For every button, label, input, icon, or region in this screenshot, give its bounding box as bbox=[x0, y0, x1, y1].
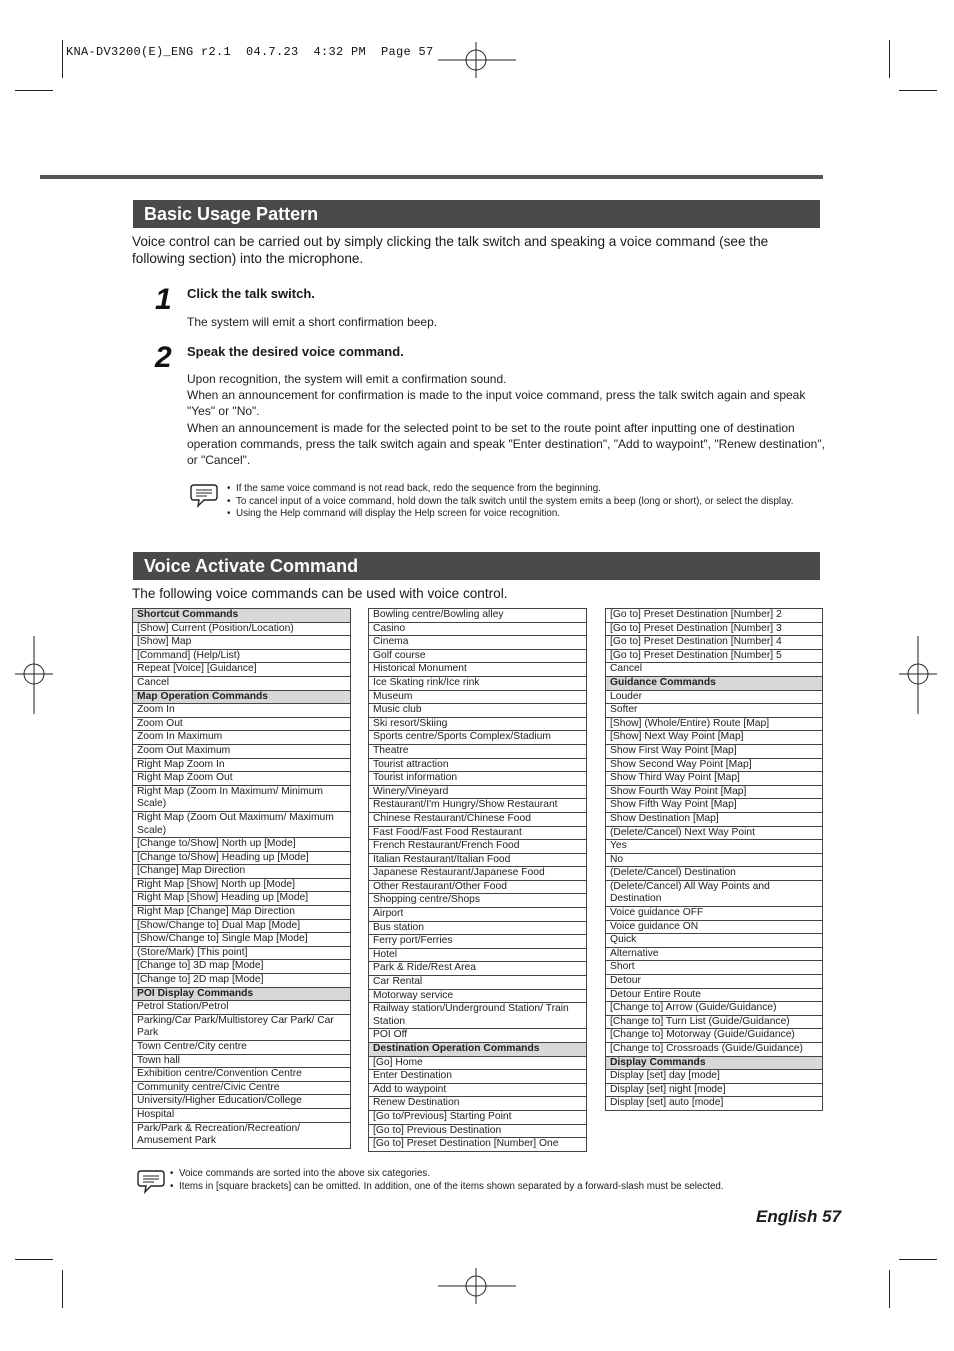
command-row bbox=[606, 975, 823, 989]
command-table-column-1 bbox=[132, 608, 351, 1149]
command-row bbox=[133, 974, 351, 988]
command-category: POI Display Commands bbox=[133, 987, 351, 1001]
command-row bbox=[133, 1122, 351, 1148]
command-row bbox=[133, 663, 351, 677]
registration-mark-bottom-icon bbox=[438, 1268, 516, 1304]
command-text: [Change to] 2D map [Mode] bbox=[133, 974, 351, 988]
command-row bbox=[606, 947, 823, 961]
command-row bbox=[369, 690, 587, 704]
command-row bbox=[606, 690, 823, 704]
step-body-2-line: Upon recognition, the system will emit a confirmation sound. bbox=[187, 372, 507, 386]
command-row bbox=[606, 853, 823, 867]
command-category-row bbox=[133, 987, 351, 1001]
command-row bbox=[133, 676, 351, 690]
command-text: Zoom In Maximum bbox=[133, 731, 351, 745]
command-text: Ferry port/Ferries bbox=[369, 935, 587, 949]
command-text: Zoom Out Maximum bbox=[133, 744, 351, 758]
command-text: Tourist information bbox=[369, 772, 587, 786]
command-text: Detour Entire Route bbox=[606, 988, 823, 1002]
command-text: Fast Food/Fast Food Restaurant bbox=[369, 826, 587, 840]
step-body-2-line: When an announcement for confirmation is made to the input voice command, press the talk switch again and speak "Yes" or "No". bbox=[187, 388, 806, 419]
command-text: Music club bbox=[369, 704, 587, 718]
command-row bbox=[606, 799, 823, 813]
command-text: Petrol Station/Petrol bbox=[133, 1001, 351, 1015]
step-body-2-line: When an announcement is made for the selected point to be set to the route point after inputting one of destination operation commands, press the talk switch again and speak "Enter destination", "Add to waypoint", "Renew destination", or "Cancel". bbox=[187, 420, 825, 468]
command-text: [Show/Change to] Single Map [Mode] bbox=[133, 933, 351, 947]
command-text: Show Third Way Point [Map] bbox=[606, 772, 823, 786]
command-text: Cancel bbox=[133, 676, 351, 690]
note-icon bbox=[136, 1168, 166, 1196]
command-text: Motorway service bbox=[369, 989, 587, 1003]
command-row bbox=[133, 1001, 351, 1015]
command-row bbox=[133, 960, 351, 974]
voice-commands-notes bbox=[170, 1168, 830, 1193]
command-text: Shopping centre/Shops bbox=[369, 894, 587, 908]
command-table-column-2 bbox=[368, 608, 587, 1152]
command-text: Italian Restaurant/Italian Food bbox=[369, 853, 587, 867]
command-category-row bbox=[606, 1056, 823, 1070]
note-icon bbox=[189, 482, 219, 510]
print-slug: KNA-DV3200(E)_ENG r2.1 04.7.23 4:32 PM Page 57 bbox=[66, 45, 434, 59]
command-row bbox=[606, 663, 823, 677]
command-text: Display [set] auto [mode] bbox=[606, 1097, 823, 1111]
command-text: [Command] (Help/List) bbox=[133, 649, 351, 663]
crop-mark bbox=[899, 90, 937, 91]
crop-mark bbox=[62, 40, 63, 78]
command-text: Show First Way Point [Map] bbox=[606, 744, 823, 758]
command-text: [Change] Map Direction bbox=[133, 865, 351, 879]
command-row bbox=[369, 1110, 587, 1124]
command-category: Map Operation Commands bbox=[133, 690, 351, 704]
command-row bbox=[369, 758, 587, 772]
command-row bbox=[606, 1083, 823, 1097]
command-text: [Show] Next Way Point [Map] bbox=[606, 731, 823, 745]
command-row bbox=[606, 772, 823, 786]
command-text: Restaurant/I'm Hungry/Show Restaurant bbox=[369, 799, 587, 813]
command-row bbox=[606, 920, 823, 934]
command-text: Right Map [Show] North up [Mode] bbox=[133, 878, 351, 892]
command-row bbox=[369, 676, 587, 690]
step-body-1-line: The system will emit a short confirmation beep. bbox=[187, 315, 438, 329]
command-text: Quick bbox=[606, 934, 823, 948]
command-text: Alternative bbox=[606, 947, 823, 961]
command-text: Ski resort/Skiing bbox=[369, 717, 587, 731]
command-row bbox=[133, 636, 351, 650]
command-text: Sports centre/Sports Complex/Stadium bbox=[369, 731, 587, 745]
command-row bbox=[369, 1138, 587, 1152]
command-text: (Delete/Cancel) All Way Points and Destination bbox=[606, 880, 823, 906]
command-text: Show Fifth Way Point [Map] bbox=[606, 799, 823, 813]
top-rule bbox=[40, 175, 823, 179]
command-text: [Go to] Preset Destination [Number] 2 bbox=[606, 609, 823, 623]
command-text: Zoom Out bbox=[133, 717, 351, 731]
command-text: Bus station bbox=[369, 921, 587, 935]
command-text: French Restaurant/French Food bbox=[369, 840, 587, 854]
command-text: University/Higher Education/College bbox=[133, 1095, 351, 1109]
command-row bbox=[369, 853, 587, 867]
command-text: Softer bbox=[606, 704, 823, 718]
command-text: Town hall bbox=[133, 1054, 351, 1068]
command-row bbox=[606, 934, 823, 948]
command-row bbox=[369, 840, 587, 854]
command-text: Show Destination [Map] bbox=[606, 812, 823, 826]
command-row bbox=[369, 744, 587, 758]
command-text: [Go to] Previous Destination bbox=[369, 1124, 587, 1138]
registration-mark-top-icon bbox=[438, 42, 516, 78]
command-row bbox=[133, 717, 351, 731]
crop-mark bbox=[62, 1270, 63, 1308]
basic-usage-intro: Voice control can be carried out by simply clicking the talk switch and speaking a voice command (see the following section) into the microphone. bbox=[132, 234, 769, 266]
page-number: English 57 bbox=[756, 1207, 842, 1226]
command-row bbox=[606, 826, 823, 840]
note-item: • To cancel input of a voice command, hold down the talk switch until the system emits a beep (long or short), or select the display. bbox=[227, 496, 817, 509]
crop-mark bbox=[889, 40, 890, 78]
command-text: Bowling centre/Bowling alley bbox=[369, 609, 587, 623]
command-text: Right Map [Change] Map Direction bbox=[133, 906, 351, 920]
command-row bbox=[133, 906, 351, 920]
command-row bbox=[133, 785, 351, 811]
command-category-row bbox=[369, 1043, 587, 1057]
command-text: [Show] Current (Position/Location) bbox=[133, 622, 351, 636]
command-row bbox=[369, 717, 587, 731]
command-row bbox=[606, 1002, 823, 1016]
command-row bbox=[133, 865, 351, 879]
command-row bbox=[369, 867, 587, 881]
step-body-1 bbox=[187, 314, 827, 330]
command-row bbox=[133, 892, 351, 906]
command-row bbox=[133, 1081, 351, 1095]
command-text: Show Second Way Point [Map] bbox=[606, 758, 823, 772]
command-row bbox=[369, 785, 587, 799]
command-category: Destination Operation Commands bbox=[369, 1043, 587, 1057]
command-text: Golf course bbox=[369, 649, 587, 663]
command-text: Parking/Car Park/Multistorey Car Park/ Car Park bbox=[133, 1014, 351, 1040]
command-text: [Go to] Preset Destination [Number] One bbox=[369, 1138, 587, 1152]
command-text: [Change to] Turn List (Guide/Guidance) bbox=[606, 1015, 823, 1029]
command-text: Community centre/Civic Centre bbox=[133, 1081, 351, 1095]
command-text: Cinema bbox=[369, 636, 587, 650]
command-row bbox=[133, 1054, 351, 1068]
command-category-row bbox=[133, 609, 351, 623]
command-text: Voice guidance OFF bbox=[606, 907, 823, 921]
step-title-1: Click the talk switch. bbox=[187, 286, 315, 301]
command-text: Park & Ride/Rest Area bbox=[369, 962, 587, 976]
command-text: [Go to/Previous] Starting Point bbox=[369, 1110, 587, 1124]
command-row bbox=[606, 636, 823, 650]
step-body-2 bbox=[187, 371, 827, 468]
command-text: [Change to/Show] Heading up [Mode] bbox=[133, 851, 351, 865]
command-row bbox=[369, 1097, 587, 1111]
command-row bbox=[369, 649, 587, 663]
command-row bbox=[369, 812, 587, 826]
command-row bbox=[606, 1043, 823, 1057]
command-row bbox=[133, 838, 351, 852]
command-category-row bbox=[133, 690, 351, 704]
command-text: [Show] Map bbox=[133, 636, 351, 650]
command-row bbox=[369, 1003, 587, 1029]
command-row bbox=[369, 1083, 587, 1097]
command-row bbox=[133, 933, 351, 947]
command-row bbox=[369, 622, 587, 636]
command-row bbox=[369, 1070, 587, 1084]
command-text: Enter Destination bbox=[369, 1070, 587, 1084]
command-text: Tourist attraction bbox=[369, 758, 587, 772]
command-text: [Change to] Crossroads (Guide/Guidance) bbox=[606, 1043, 823, 1057]
command-row bbox=[606, 758, 823, 772]
command-row bbox=[606, 1029, 823, 1043]
command-table-column-3 bbox=[605, 608, 823, 1111]
command-text: [Change to] Arrow (Guide/Guidance) bbox=[606, 1002, 823, 1016]
command-text: [Change to] 3D map [Mode] bbox=[133, 960, 351, 974]
command-row bbox=[133, 946, 351, 960]
step-number-2: 2 bbox=[155, 341, 172, 374]
command-category: Shortcut Commands bbox=[133, 609, 351, 623]
command-text: Show Fourth Way Point [Map] bbox=[606, 785, 823, 799]
command-row bbox=[369, 1029, 587, 1043]
crop-mark bbox=[899, 1259, 937, 1260]
note-item: • Using the Help command will display the Help screen for voice recognition. bbox=[227, 508, 817, 521]
command-row bbox=[369, 609, 587, 623]
registration-mark-left-icon bbox=[15, 636, 53, 714]
command-row bbox=[133, 1095, 351, 1109]
command-text: Casino bbox=[369, 622, 587, 636]
note-item: • If the same voice command is not read back, redo the sequence from the beginning. bbox=[227, 483, 817, 496]
command-row bbox=[133, 811, 351, 837]
command-text: [Go to] Preset Destination [Number] 5 bbox=[606, 649, 823, 663]
command-text: Right Map Zoom In bbox=[133, 758, 351, 772]
note-item: • Items in [square brackets] can be omitted. In addition, one of the items shown separated by a forward-slash must be selected. bbox=[170, 1181, 830, 1194]
command-row bbox=[133, 622, 351, 636]
command-text: POI Off bbox=[369, 1029, 587, 1043]
command-row bbox=[369, 731, 587, 745]
command-text: (Store/Mark) [This point] bbox=[133, 946, 351, 960]
command-text: Hotel bbox=[369, 948, 587, 962]
voice-commands-intro: The following voice commands can be used with voice control. bbox=[132, 586, 508, 601]
command-text: Right Map [Show] Heading up [Mode] bbox=[133, 892, 351, 906]
command-row bbox=[606, 1015, 823, 1029]
command-row bbox=[369, 976, 587, 990]
command-text: Add to waypoint bbox=[369, 1083, 587, 1097]
command-row bbox=[369, 989, 587, 1003]
command-row bbox=[133, 1108, 351, 1122]
command-row bbox=[369, 704, 587, 718]
command-row bbox=[369, 636, 587, 650]
command-row bbox=[369, 1124, 587, 1138]
command-row bbox=[606, 622, 823, 636]
command-row bbox=[369, 772, 587, 786]
command-row bbox=[133, 919, 351, 933]
command-row bbox=[606, 1070, 823, 1084]
command-row bbox=[369, 908, 587, 922]
command-row bbox=[606, 731, 823, 745]
command-row bbox=[133, 851, 351, 865]
command-row bbox=[133, 1014, 351, 1040]
command-row bbox=[606, 867, 823, 881]
command-text: [Go to] Preset Destination [Number] 4 bbox=[606, 636, 823, 650]
command-text: Hospital bbox=[133, 1108, 351, 1122]
crop-mark bbox=[15, 90, 53, 91]
command-text: [Change to/Show] North up [Mode] bbox=[133, 838, 351, 852]
step-title-2: Speak the desired voice command. bbox=[187, 344, 404, 359]
command-row bbox=[606, 1097, 823, 1111]
command-row bbox=[133, 1041, 351, 1055]
command-text: Historical Monument bbox=[369, 663, 587, 677]
command-text: [Show/Change to] Dual Map [Mode] bbox=[133, 919, 351, 933]
command-row bbox=[606, 717, 823, 731]
command-row bbox=[133, 758, 351, 772]
command-text: Car Rental bbox=[369, 976, 587, 990]
command-row bbox=[133, 704, 351, 718]
step-number-1: 1 bbox=[155, 283, 172, 316]
command-text: Voice guidance ON bbox=[606, 920, 823, 934]
crop-mark bbox=[15, 1259, 53, 1260]
command-row bbox=[606, 704, 823, 718]
command-text: Chinese Restaurant/Chinese Food bbox=[369, 812, 587, 826]
command-text: (Delete/Cancel) Destination bbox=[606, 867, 823, 881]
command-text: Airport bbox=[369, 908, 587, 922]
command-category: Display Commands bbox=[606, 1056, 823, 1070]
command-row bbox=[369, 894, 587, 908]
command-row bbox=[606, 649, 823, 663]
command-text: Zoom In bbox=[133, 704, 351, 718]
command-text: Right Map Zoom Out bbox=[133, 772, 351, 786]
section-title-voice-commands: Voice Activate Command bbox=[133, 552, 820, 580]
command-text: Cancel bbox=[606, 663, 823, 677]
command-text: [Go] Home bbox=[369, 1056, 587, 1070]
command-row bbox=[606, 785, 823, 799]
command-text: Other Restaurant/Other Food bbox=[369, 880, 587, 894]
command-row bbox=[369, 935, 587, 949]
command-text: Park/Park & Recreation/Recreation/ Amusement Park bbox=[133, 1122, 351, 1148]
command-row bbox=[133, 878, 351, 892]
command-row bbox=[369, 921, 587, 935]
command-text: Ice Skating rink/Ice rink bbox=[369, 676, 587, 690]
command-text: Short bbox=[606, 961, 823, 975]
command-text: Right Map (Zoom Out Maximum/ Maximum Scale) bbox=[133, 811, 351, 837]
command-text: Japanese Restaurant/Japanese Food bbox=[369, 867, 587, 881]
command-category-row bbox=[606, 676, 823, 690]
command-text: Display [set] day [mode] bbox=[606, 1070, 823, 1084]
command-row bbox=[606, 812, 823, 826]
command-text: Louder bbox=[606, 690, 823, 704]
command-text: Renew Destination bbox=[369, 1097, 587, 1111]
command-text: Museum bbox=[369, 690, 587, 704]
command-text: Railway station/Underground Station/ Train Station bbox=[369, 1003, 587, 1029]
command-text: Yes bbox=[606, 840, 823, 854]
command-row bbox=[606, 840, 823, 854]
command-row bbox=[133, 731, 351, 745]
command-row bbox=[133, 744, 351, 758]
command-row bbox=[606, 907, 823, 921]
command-row bbox=[133, 649, 351, 663]
command-text: [Go to] Preset Destination [Number] 3 bbox=[606, 622, 823, 636]
command-row bbox=[369, 962, 587, 976]
command-text: Exhibition centre/Convention Centre bbox=[133, 1068, 351, 1082]
command-text: Repeat [Voice] [Guidance] bbox=[133, 663, 351, 677]
command-row bbox=[369, 880, 587, 894]
command-text: No bbox=[606, 853, 823, 867]
command-text: Detour bbox=[606, 975, 823, 989]
basic-usage-notes bbox=[227, 483, 817, 521]
command-row bbox=[369, 799, 587, 813]
command-row bbox=[133, 1068, 351, 1082]
command-text: [Change to] Motorway (Guide/Guidance) bbox=[606, 1029, 823, 1043]
command-row bbox=[606, 961, 823, 975]
command-text: Winery/Vineyard bbox=[369, 785, 587, 799]
command-text: Right Map (Zoom In Maximum/ Minimum Scale) bbox=[133, 785, 351, 811]
command-row bbox=[606, 744, 823, 758]
section-title-basic-usage: Basic Usage Pattern bbox=[133, 200, 820, 228]
note-item: • Voice commands are sorted into the above six categories. bbox=[170, 1168, 830, 1181]
command-row bbox=[369, 826, 587, 840]
registration-mark-right-icon bbox=[899, 636, 937, 714]
command-row bbox=[369, 948, 587, 962]
command-text: [Show] (Whole/Entire) Route [Map] bbox=[606, 717, 823, 731]
command-row bbox=[606, 988, 823, 1002]
command-text: Theatre bbox=[369, 744, 587, 758]
command-text: (Delete/Cancel) Next Way Point bbox=[606, 826, 823, 840]
command-text: Display [set] night [mode] bbox=[606, 1083, 823, 1097]
command-text: Town Centre/City centre bbox=[133, 1041, 351, 1055]
command-category: Guidance Commands bbox=[606, 676, 823, 690]
command-row bbox=[369, 1056, 587, 1070]
command-row bbox=[369, 663, 587, 677]
command-row bbox=[133, 772, 351, 786]
command-row bbox=[606, 880, 823, 906]
crop-mark bbox=[889, 1270, 890, 1308]
command-row bbox=[606, 609, 823, 623]
